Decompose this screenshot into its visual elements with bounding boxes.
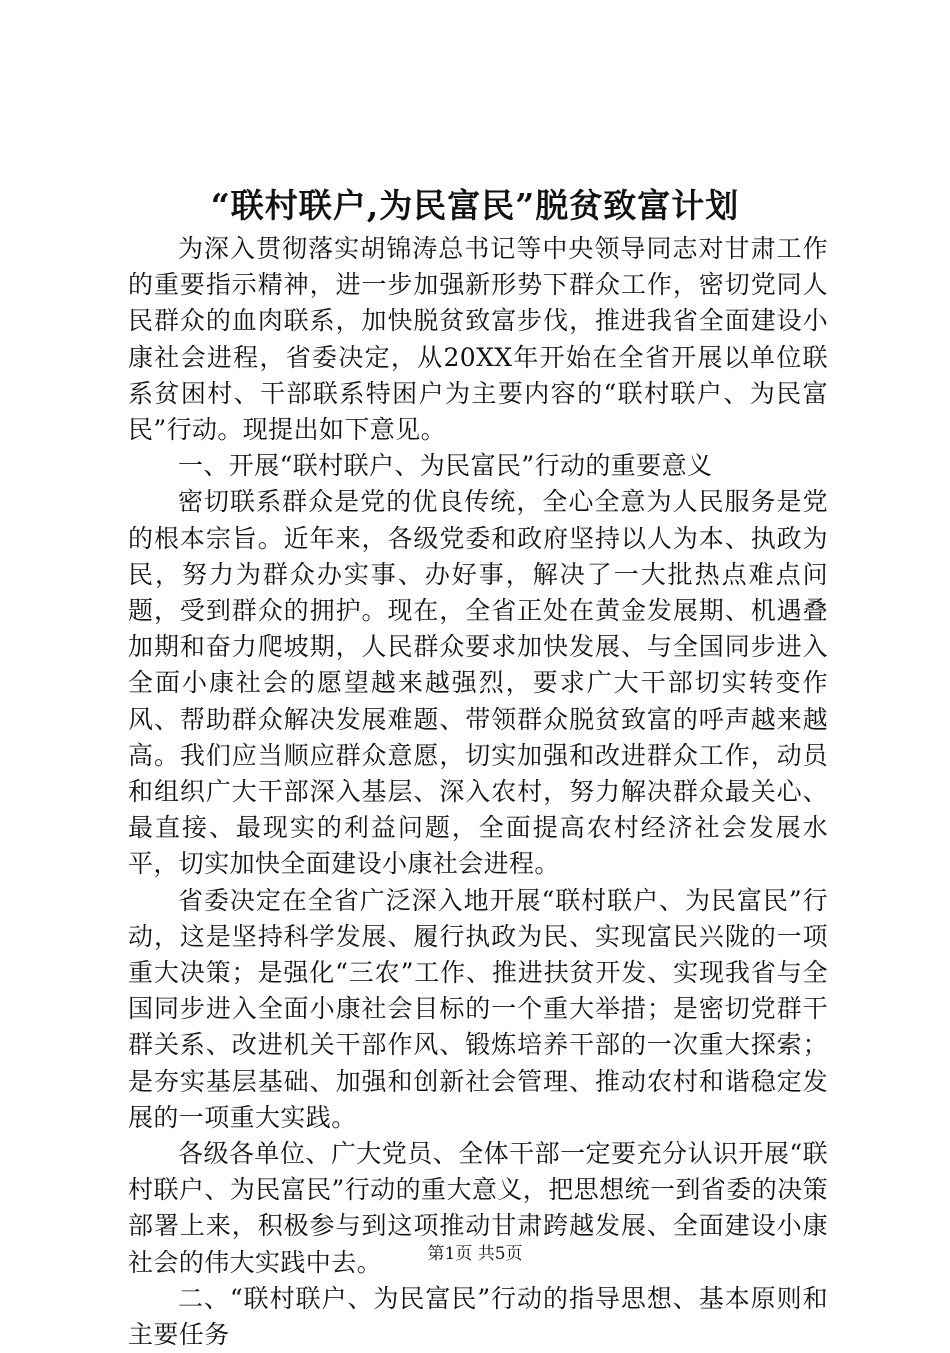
document-title: “联村联户,为民富民”脱贫致富计划: [210, 186, 740, 225]
paragraph-call-to-action: 各级各单位、广大党员、全体干部一定要充分认识开展“联村联户、为民富民”行动的重大意义，把思想统一到省委的决策部署上来，积极参与到这项推动甘肃跨越发展、全面建设小康社会的伟大实践中去。: [128, 1139, 828, 1277]
paragraph-decision: 省委决定在全省广泛深入地开展“联村联户、为民富民”行动，这是坚持科学发展、履行执政为民、实现富民兴陇的一项重大决策；是强化“三农”工作、推进扶贫开发、实现我省与全国同步进入全面小康社会目标的一个重大举措；是密切党群干群关系、改进机关干部作风、锻炼培养干部的一次重大探索；是夯实基层基础、加强和创新社会管理、推动农村和谐稳定发展的一项重大实践。: [128, 885, 828, 1132]
page-number: 第1页 共5页: [427, 1244, 523, 1264]
section-heading-2: 二、“联村联户、为民富民”行动的指导思想、基本原则和主要任务: [128, 1283, 828, 1350]
section-heading-1: 一、开展“联村联户、为民富民”行动的重要意义: [178, 451, 713, 481]
paragraph-significance: 密切联系群众是党的优良传统，全心全意为人民服务是党的根本宗旨。近年来，各级党委和政府坚持以人为本、执政为民，努力为群众办实事、办好事，解决了一大批热点难点问题，受到群众的拥护。现在，全省正处在黄金发展期、机遇叠加期和奋力爬坡期，人民群众要求加快发展、与全国同步进入全面小康社会的愿望越来越强烈，要求广大干部切实转变作风、帮助群众解决发展难题、带领群众脱贫致富的呼声越来越高。我们应当顺应群众意愿，切实加强和改进群众工作，动员和组织广大干部深入基层、深入农村，努力解决群众最关心、最直接、最现实的利益问题，全面提高农村经济社会发展水平，切实加快全面建设小康社会进程。: [128, 487, 828, 879]
paragraph-intro: 为深入贯彻落实胡锦涛总书记等中央领导同志对甘肃工作的重要指示精神，进一步加强新形势下群众工作，密切党同人民群众的血肉联系，加快脱贫致富步伐，推进我省全面建设小康社会进程，省委决定，从20XX年开始在全省开展以单位联系贫困村、干部联系特困户为主要内容的“联村联户、为民富民”行动。现提出如下意见。: [128, 234, 828, 445]
document-body: [128, 231, 828, 1353]
